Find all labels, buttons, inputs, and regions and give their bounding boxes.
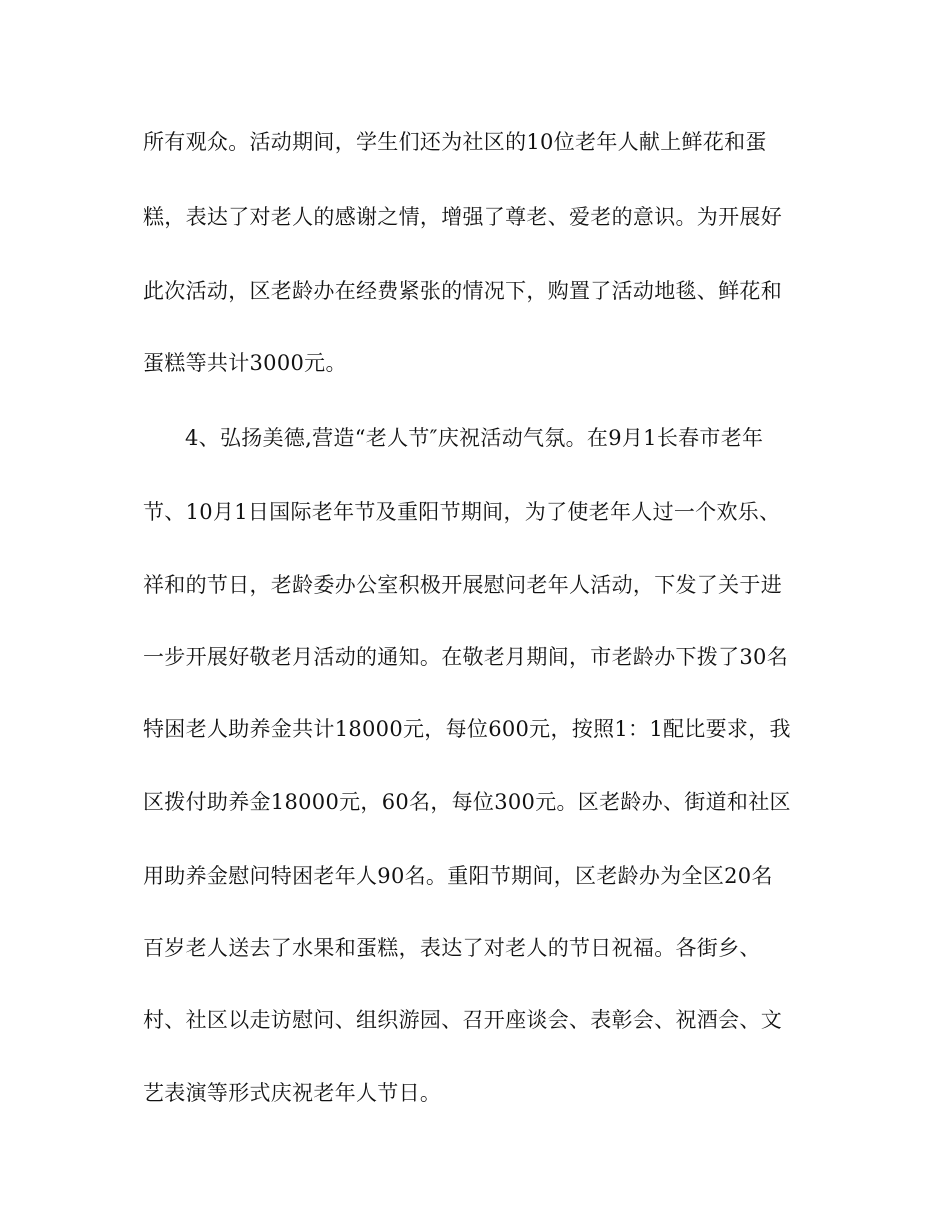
text-line-10: 区拨付助养金18000元，60名，每位300元。区老龄办、街道和社区 xyxy=(143,790,791,814)
text-line-9: 特困老人助养金共计18000元，每位600元，按照1：1配比要求，我 xyxy=(143,717,791,741)
text-line-11: 用助养金慰问特困老年人90名。重阳节期间，区老龄办为全区20名 xyxy=(143,864,773,888)
text-line-5: 4、弘扬美德,营造“老人节″庆祝活动气氛。在9月1长春市老年 xyxy=(185,426,764,450)
text-line-2: 糕，表达了对老人的感谢之情，增强了尊老、爱老的意识。为开展好 xyxy=(143,205,782,229)
text-line-12: 百岁老人送去了水果和蛋糕，表达了对老人的节日祝福。各街乡、 xyxy=(143,936,761,960)
text-line-3: 此次活动，区老龄办在经费紧张的情况下，购置了活动地毯、鲜花和 xyxy=(143,279,782,303)
text-line-1: 所有观众。活动期间，学生们还为社区的10位老年人献上鲜花和蛋 xyxy=(143,130,767,154)
text-line-8: 一步开展好敬老月活动的通知。在敬老月期间，市老龄办下拨了30名 xyxy=(143,645,789,669)
text-line-7: 祥和的节日，老龄委办公室积极开展慰问老年人活动，下发了关于进 xyxy=(143,573,782,597)
text-line-6: 节、10月1日国际老年节及重阳节期间，为了使老年人过一个欢乐、 xyxy=(143,500,781,524)
text-line-13: 村、社区以走访慰问、组织游园、召开座谈会、表彰会、祝酒会、文 xyxy=(143,1008,782,1032)
text-line-4: 蛋糕等共计3000元。 xyxy=(143,351,347,375)
text-line-14: 艺表演等形式庆祝老年人节日。 xyxy=(143,1081,442,1105)
